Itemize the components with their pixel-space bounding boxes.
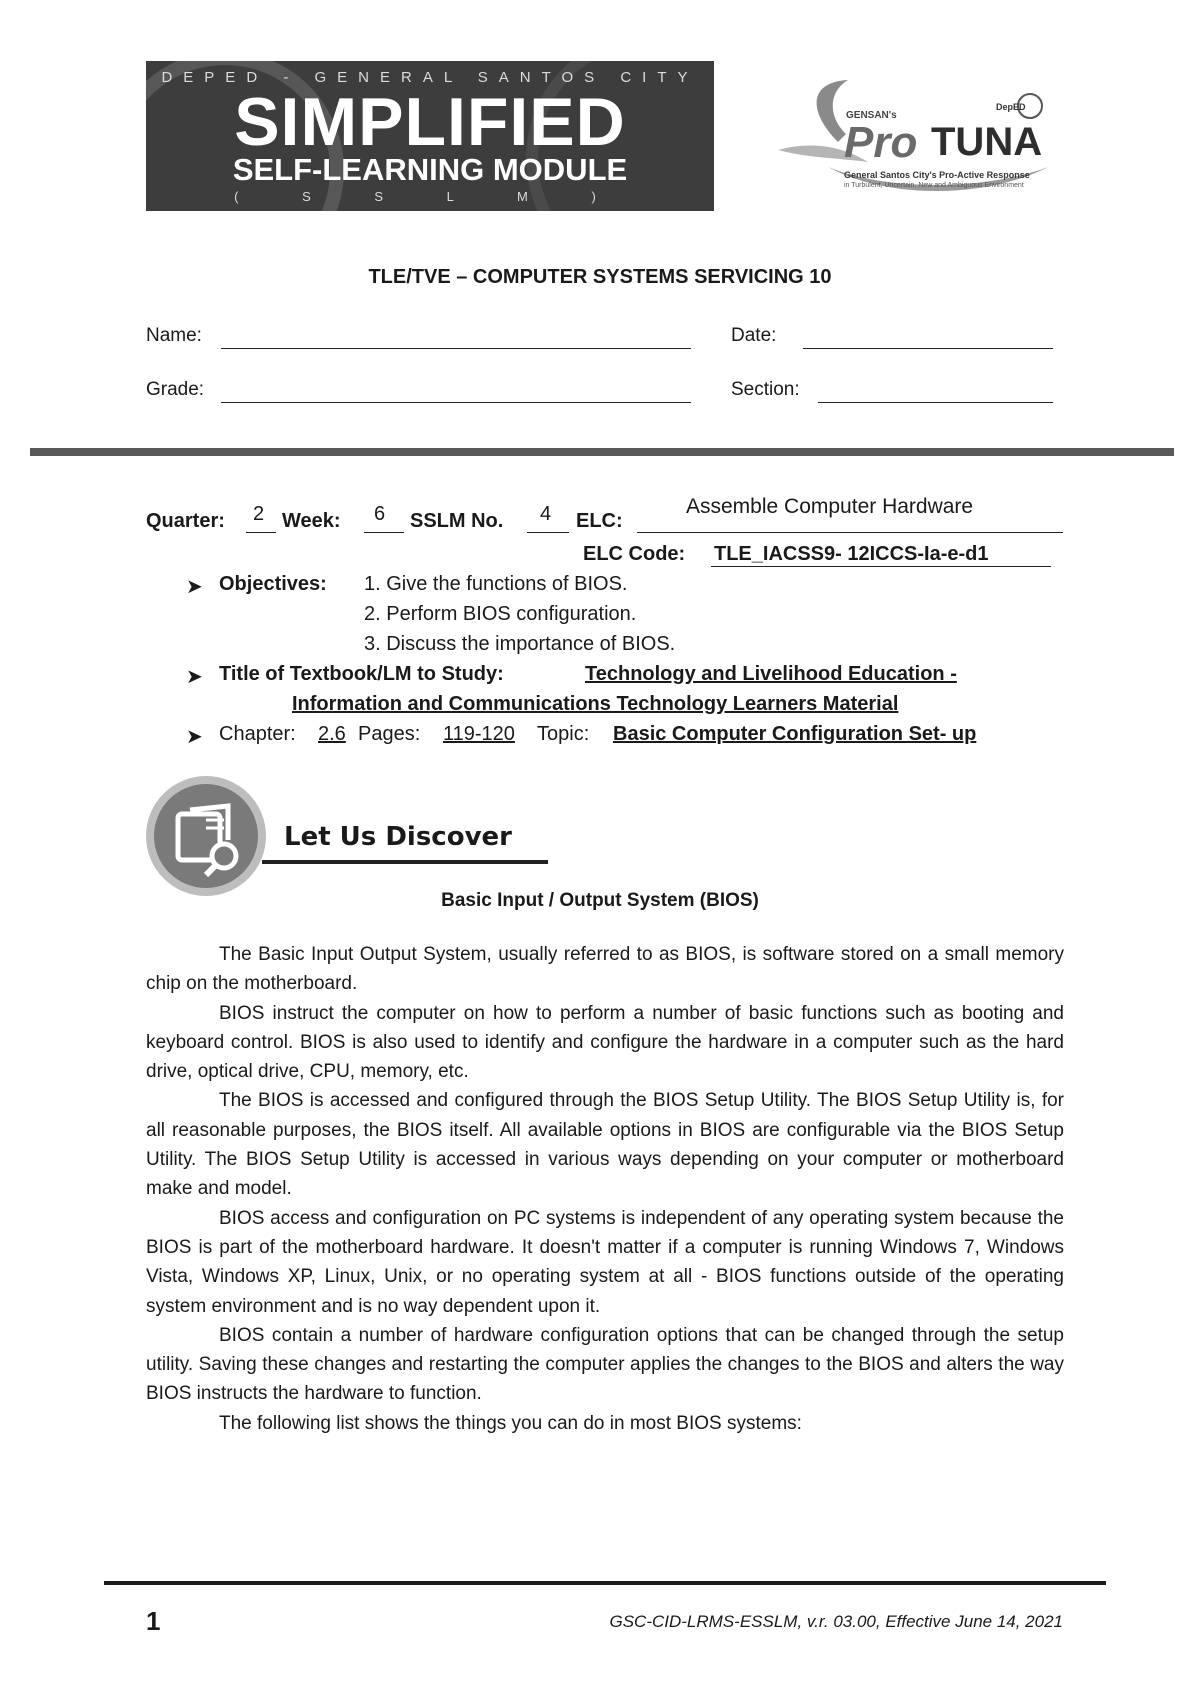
- paragraph: The Basic Input Output System, usually referred to as BIOS, is software stored on a small memory chip on the motherboard.: [146, 944, 1064, 995]
- textbook-title-line2: Information and Communications Technology Learners Material: [292, 693, 899, 715]
- separator: [30, 448, 1174, 456]
- banner-top-text: DEPED - GENERAL SANTOS CITY: [161, 69, 699, 86]
- objective-item: 2. Perform BIOS configuration.: [364, 603, 637, 625]
- grade-label: Grade:: [146, 379, 205, 400]
- elc-underline: [637, 532, 1063, 533]
- topic-label: Topic:: [537, 723, 590, 745]
- quarter-underline: [246, 532, 276, 533]
- logo-gensan: GENSAN's: [846, 110, 897, 121]
- banner-acronym: ( S S L M ): [234, 189, 626, 204]
- chapter-label: Chapter:: [219, 723, 296, 745]
- arrow-icon: ➤: [186, 726, 203, 748]
- quarter-label: Quarter:: [146, 510, 225, 532]
- grade-field[interactable]: [221, 402, 691, 403]
- paragraph: BIOS access and configuration on PC systems is independent of any operating system because the BIOS is part of the motherboard hardware. It doesn't matter if a computer is running Windows 7, Windows Vista, Windows XP, Linux, Unix, or no operating system at all - BIOS functions outside of the operating system environment and is no way dependent upon it.: [146, 1207, 1064, 1317]
- sslm-underline: [527, 532, 569, 533]
- section-label: Section:: [731, 379, 800, 400]
- logo-tagline: General Santos City's Pro-Active Response: [844, 170, 1030, 180]
- book-search-icon: [146, 776, 266, 896]
- logo-deped: DepED: [996, 102, 1026, 112]
- logo-tagline-small: in Turbulent, Uncertain, New and Ambiguous Environment: [844, 182, 1024, 189]
- pages-label: Pages:: [358, 723, 421, 745]
- week-underline: [364, 532, 404, 533]
- objectives-label: Objectives:: [219, 573, 327, 595]
- quarter-value: 2: [253, 503, 265, 525]
- banner-subtitle: SELF-LEARNING MODULE: [232, 152, 628, 187]
- footer-reference: GSC-CID-LRMS-ESSLM, v.r. 03.00, Effective June 14, 2021: [609, 1612, 1063, 1631]
- elc-code-label: ELC Code:: [583, 543, 686, 565]
- body-text: [146, 940, 1064, 1438]
- date-field[interactable]: [803, 348, 1053, 349]
- week-label: Week:: [282, 510, 341, 532]
- week-value: 6: [374, 503, 386, 525]
- arrow-icon: ➤: [186, 576, 203, 598]
- topic-value: Basic Computer Configuration Set- up: [613, 723, 977, 745]
- discover-underline: [262, 860, 548, 864]
- discover-title: Let Us Discover: [284, 822, 512, 852]
- discover-badge: [146, 776, 266, 896]
- textbook-title-line1: Technology and Livelihood Education -: [585, 663, 957, 685]
- section-title: Basic Input / Output System (BIOS): [441, 890, 759, 911]
- logo-tuna: TUNA: [931, 120, 1043, 164]
- date-label: Date:: [731, 325, 777, 346]
- protuna-logo: [768, 72, 1053, 202]
- elc-label: ELC:: [576, 510, 623, 532]
- name-label: Name:: [146, 325, 202, 346]
- banner-title: SIMPLIFIED: [234, 84, 626, 160]
- chapter-value: 2.6: [318, 723, 346, 745]
- page-number: 1: [146, 1606, 161, 1636]
- paragraph: BIOS contain a number of hardware configuration options that can be changed through the setup utility. Saving these changes and restarting the computer applies the changes to the BIOS and alters the way BIOS instructs the hardware to function.: [146, 1324, 1064, 1405]
- sslm-value: 4: [540, 503, 552, 525]
- footer-rule: [104, 1581, 1106, 1585]
- arrow-icon: ➤: [186, 666, 203, 688]
- subject-title: TLE/TVE – COMPUTER SYSTEMS SERVICING 10: [368, 266, 832, 288]
- elc-code-value: TLE_IACSS9- 12ICCS-Ia-e-d1: [714, 543, 989, 565]
- paragraph: The following list shows the things you can do in most BIOS systems:: [219, 1412, 802, 1434]
- paragraph: The BIOS is accessed and configured through the BIOS Setup Utility. The BIOS Setup Utility is, for all reasonable purposes, the BIOS itself. All available options in BIOS are configurable via the BIOS Setup Utility. The BIOS Setup Utility is accessed in various ways depending on your computer or motherboard make and model.: [146, 1090, 1064, 1200]
- section-field[interactable]: [818, 402, 1053, 403]
- sslm-banner: [146, 61, 714, 211]
- objective-item: 1. Give the functions of BIOS.: [364, 573, 628, 595]
- pages-value: 119-120: [443, 723, 515, 745]
- elc-value: Assemble Computer Hardware: [686, 495, 974, 518]
- paragraph: BIOS instruct the computer on how to perform a number of basic functions such as booting and keyboard control. BIOS is also used to identify and configure the hardware in a computer such as the hard drive, optical drive, CPU, memory, etc.: [146, 1002, 1064, 1083]
- elc-code-underline: [711, 566, 1051, 567]
- name-field[interactable]: [221, 348, 691, 349]
- sslm-label: SSLM No.: [410, 510, 504, 532]
- objective-item: 3. Discuss the importance of BIOS.: [364, 633, 676, 655]
- logo-pro: Pro: [844, 118, 918, 167]
- textbook-label: Title of Textbook/LM to Study:: [219, 663, 504, 685]
